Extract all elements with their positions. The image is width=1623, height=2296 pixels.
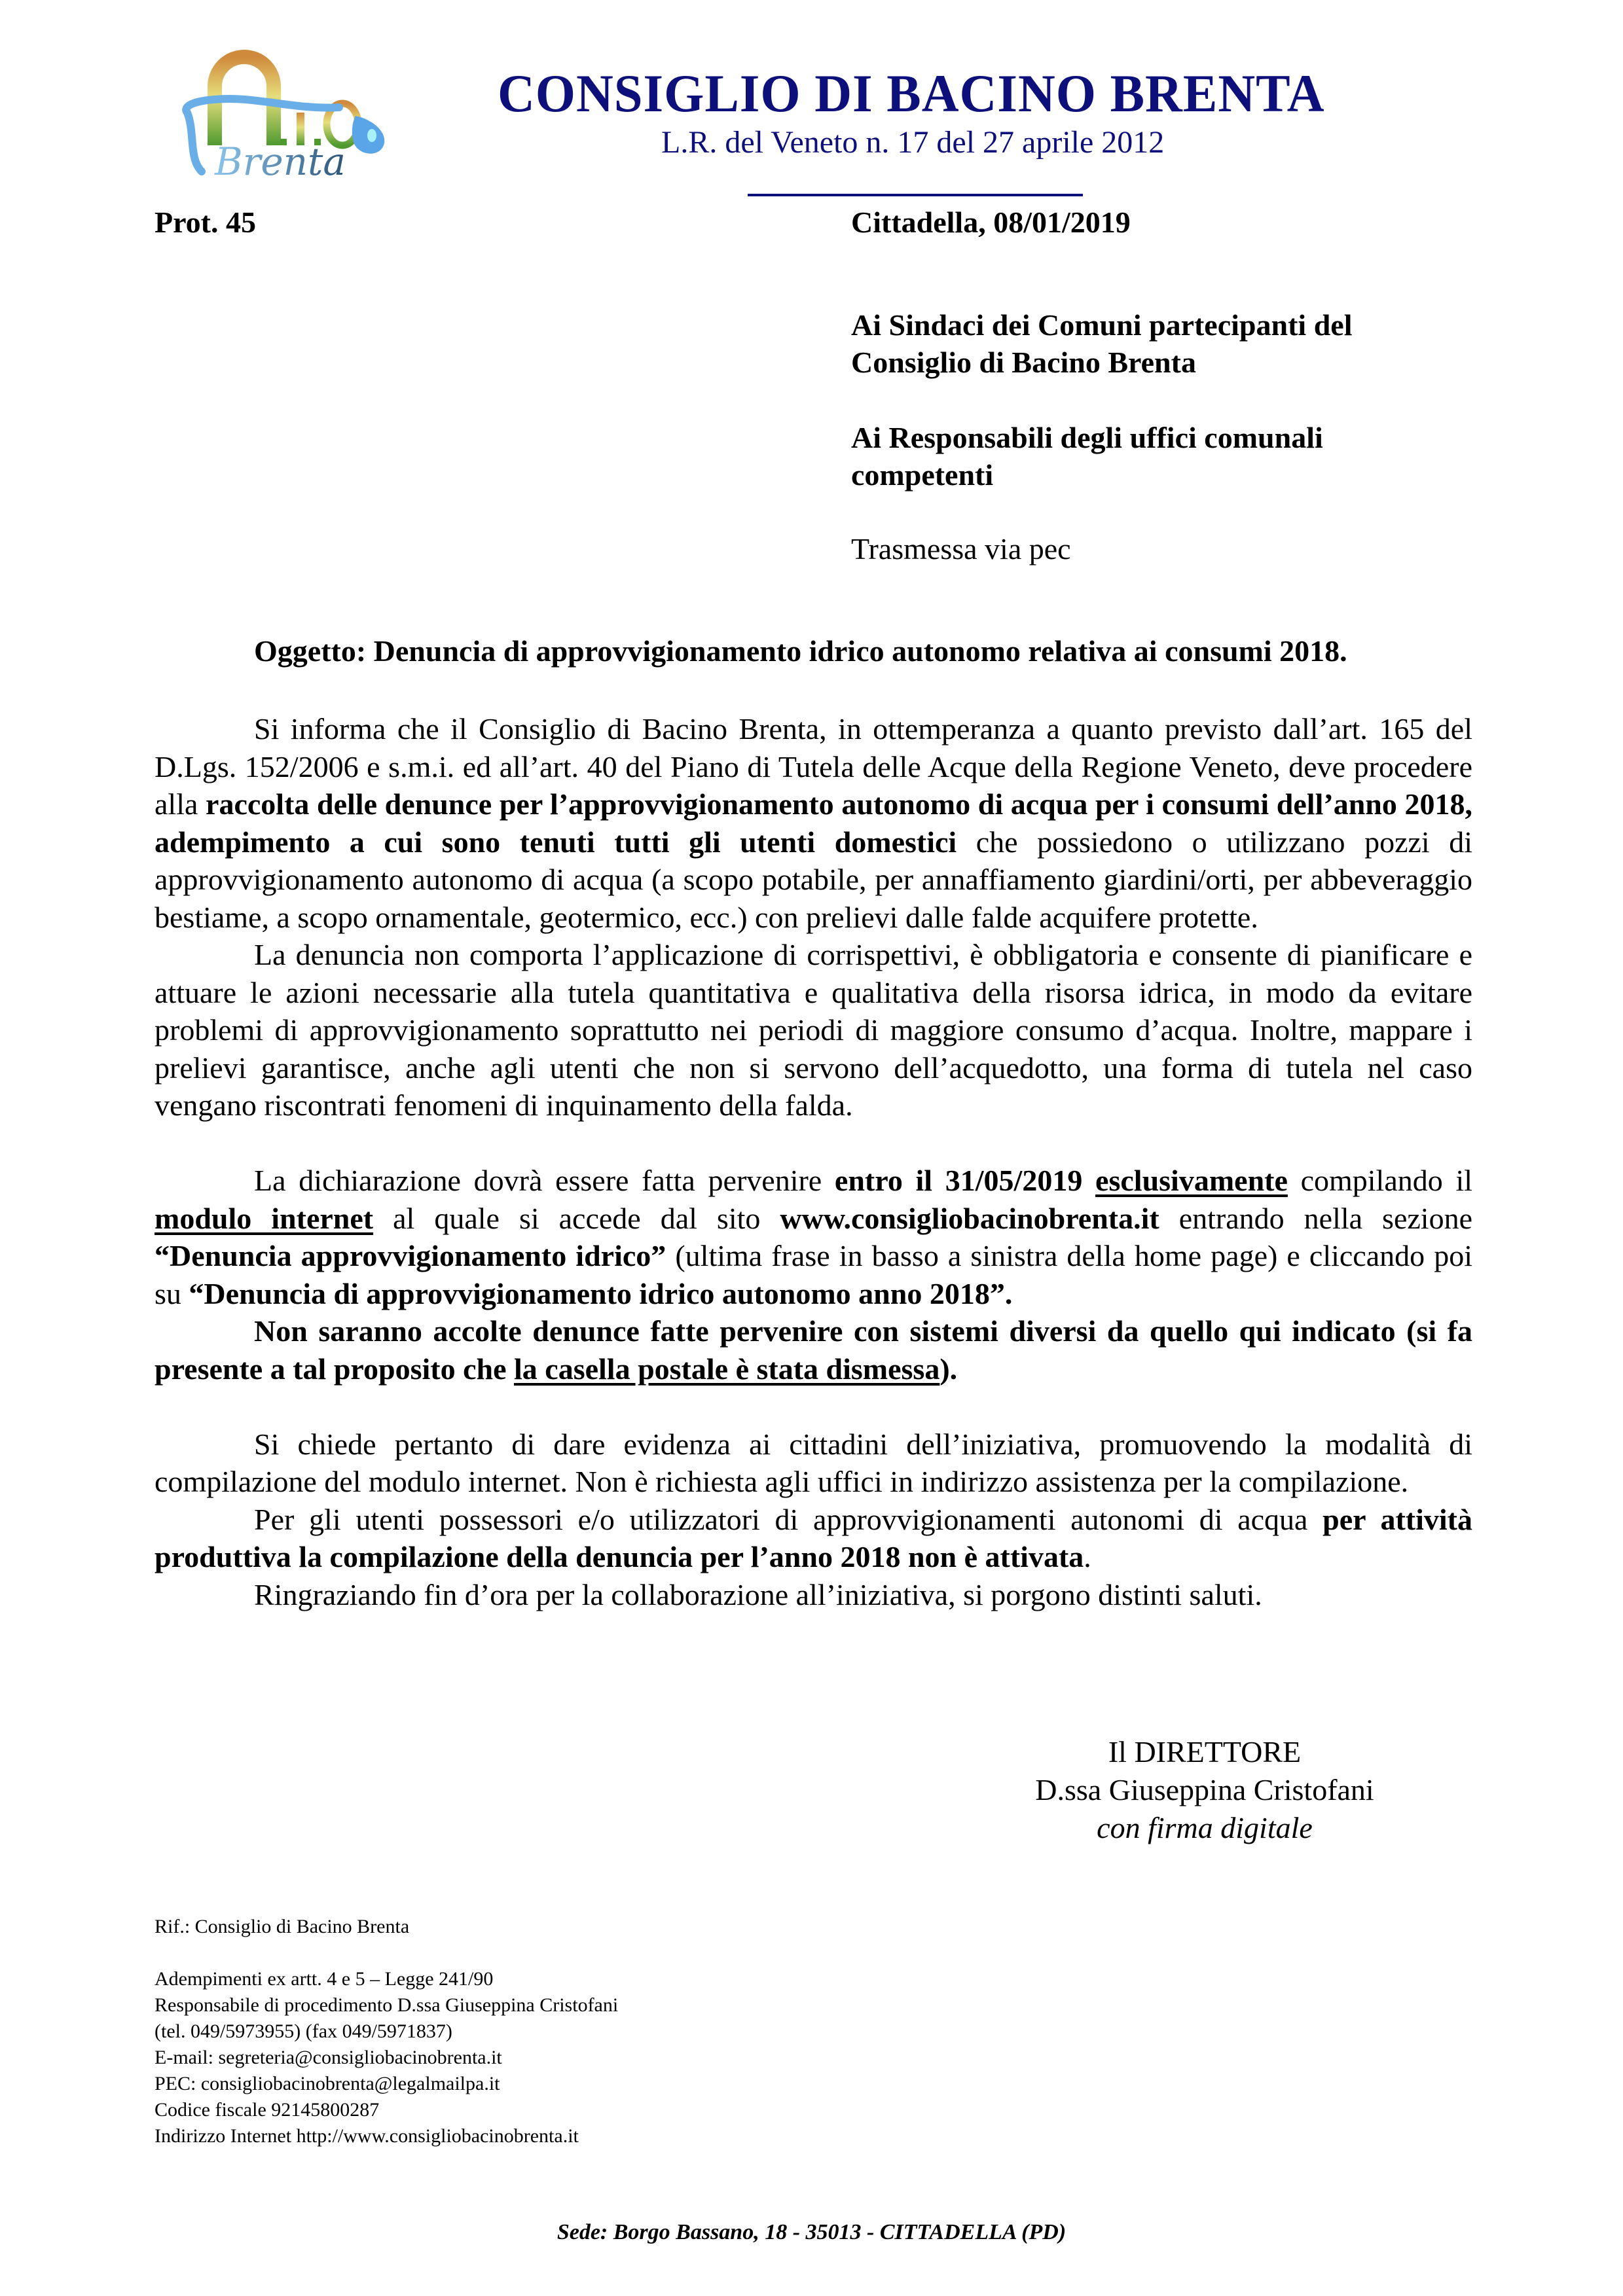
organization-subtitle: L.R. del Veneto n. 17 del 27 aprile 2012	[661, 125, 1165, 160]
subject-line: Oggetto: Denuncia di approvvigionamento idrico autonomo relativa ai consumi 2018.	[254, 634, 1347, 668]
footer-email[interactable]: E-mail: segreteria@consigliobacinobrenta.it	[155, 2047, 502, 2068]
signatory-role: Il DIRETTORE	[1108, 1735, 1302, 1768]
organization-title: CONSIGLIO DI BACINO BRENTA	[498, 63, 1325, 123]
footer-website[interactable]: Indirizzo Internet http://www.consigliobacinobrenta.it	[155, 2125, 579, 2147]
footer-references	[155, 1914, 618, 2149]
transmission-method: Trasmessa via pec	[851, 532, 1071, 565]
office-address: Sede: Borgo Bassano, 18 - 35013 - CITTADELLA (PD)	[556, 2220, 1067, 2244]
recipient-line: Consiglio di Bacino Brenta	[851, 346, 1196, 379]
website-link[interactable]: www.consigliobacinobrenta.it	[780, 1201, 1159, 1235]
signatory-name: D.ssa Giuseppina Cristofani	[1035, 1773, 1374, 1806]
web-form-reference: modulo internet	[155, 1201, 374, 1235]
footer-ref: Rif.: Consiglio di Bacino Brenta	[155, 1916, 410, 1937]
footer-pec[interactable]: PEC: consigliobacinobrenta@legalmailpa.it	[155, 2073, 500, 2094]
recipient-line: Ai Responsabili degli uffici comunali	[851, 421, 1323, 454]
paragraph-2: La denuncia non comporta l’applicazione di corrispettivi, è obbligatoria e consente di pianificare e attuare le azioni necessarie alla tutela quantitativa e qualitativa della risorsa idrica, in modo da evitare problemi di approvvigionamento soprattutto nei periodi di maggiore consumo d’acqua. Inoltre, mappare i prelievi garantisce, anche agli utenti che non si servono dell’acquedotto, una forma di tutela nel caso vengano riscontrati fenomeni di inquinamento della falda.	[155, 938, 1472, 1122]
footer-line: Adempimenti ex artt. 4 e 5 – Legge 241/90	[155, 1968, 494, 1990]
recipient-block	[851, 306, 1352, 381]
header-divider	[748, 194, 1083, 196]
paragraph-1: Si informa che il Consiglio di Bacino Brenta, in ottemperanza a quanto previsto dall’art. 165 del D.Lgs. 152/2006 e s.m.i. ed all’art. 40 del Piano di Tutela delle Acque della Regione Veneto, deve procedere alla raccolta delle denunce per l’approvvigionamento autonomo di acqua per i consumi dell’anno 2018, adempimento a cui sono tenuti tutti gli utenti domestici che possiedono o utilizzano pozzi di approvvigionamento autonomo di acqua (a scopo potabile, per annaffiamento giardini/orti, per abbeveraggio bestiame, a scopo ornamentale, geotermico, ecc.) con prelievi dalle falde acquifere protette.	[155, 712, 1472, 934]
footer-line: Responsabile di procedimento D.ssa Giuseppina Cristofani	[155, 1994, 619, 2016]
paragraph-5: Si chiede pertanto di dare evidenza ai cittadini dell’iniziativa, promuovendo la modalità di compilazione del modulo internet. Non è richiesta agli uffici in indirizzo assistenza per la compilazione.	[155, 1427, 1472, 1498]
paragraph-6: Per gli utenti possessori e/o utilizzatori di approvvigionamenti autonomi di acqua per attività produttiva la compilazione della denuncia per l’anno 2018 non è attivata.	[155, 1502, 1472, 1573]
paragraph-4: Non saranno accolte denunce fatte pervenire con sistemi diversi da quello qui indicato (si fa presente a tal proposito che la casella postale è stata dismessa).	[155, 1314, 1472, 1386]
logo-script-text: Brenta	[215, 139, 346, 184]
recipient-line: Ai Sindaci dei Comuni partecipanti del	[851, 308, 1353, 342]
digital-signature-note: con firma digitale	[1097, 1811, 1313, 1844]
paragraph-7: Ringraziando fin d’ora per la collaborazione all’iniziativa, si porgono distinti saluti.	[254, 1577, 1262, 1611]
place-date: Cittadella, 08/01/2019	[851, 206, 1131, 239]
recipient-line: competenti	[851, 458, 994, 492]
ato-brenta-logo-icon	[175, 47, 392, 185]
signature-block	[1021, 1733, 1388, 1847]
footer-line: Codice fiscale 92145800287	[155, 2099, 380, 2121]
recipient-block	[851, 419, 1323, 493]
paragraph-3: La dichiarazione dovrà essere fatta pervenire entro il 31/05/2019 esclusivamente compilando il modulo internet al quale si accede dal sito www.consigliobacinobrenta.it entrando nella sezione “Denuncia approvvigionamento idrico” (ultima frase in basso a sinistra della home page) e cliccando poi su “Denuncia di approvvigionamento idrico autonomo anno 2018”.	[155, 1164, 1473, 1310]
logo-graphic	[175, 47, 392, 185]
protocol-number: Prot. 45	[155, 206, 257, 239]
footer-line: (tel. 049/5973955) (fax 049/5971837)	[155, 2020, 452, 2042]
letter-body	[155, 710, 1472, 1613]
emphasis-exclusively: esclusivamente	[1095, 1164, 1288, 1197]
